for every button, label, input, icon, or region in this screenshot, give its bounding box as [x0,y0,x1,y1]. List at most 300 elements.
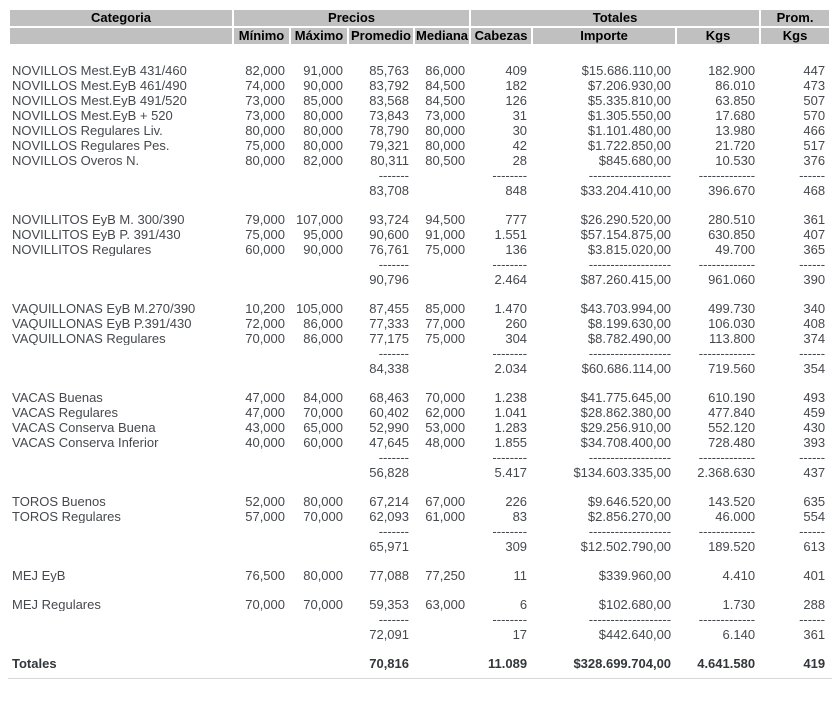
cell-promedio: 90,796 [369,273,409,286]
cell-minimo: 60,000 [245,243,285,256]
cell-kgs: 143.520 [708,495,756,508]
cell-prom-kgs: 635 [803,495,826,508]
table-row [10,406,829,419]
table-row [10,421,829,434]
spacer-row [10,481,829,493]
cell-promedio: 79,321 [369,139,409,152]
cell-maximo [291,466,347,479]
cell-maximo: 105,000 [296,302,343,315]
cell-cabezas: 6 [519,598,528,611]
cell-mediana: 67,000 [425,495,466,508]
cell-maximo: 70,000 [303,406,343,419]
cell-promedio: 72,091 [369,628,409,641]
cell-kgs: 86.010 [715,79,756,92]
cell-kgs: 189.520 [708,540,756,553]
cell-maximo: 70,000 [303,510,343,523]
header-prom-group: Prom. [761,10,829,26]
cell-maximo [291,362,347,375]
cell-cabezas: 409 [505,64,528,77]
cell-minimo: 72,000 [245,317,285,330]
cell-prom-kgs: 466 [803,124,826,137]
cell-importe: $8.782.490,00 [587,332,672,345]
cell-categoria [10,184,232,197]
cell-kgs: 46.000 [715,510,756,523]
cell-maximo: 86,000 [303,317,343,330]
cell-promedio: 83,792 [369,79,409,92]
cell-kgs: 182.900 [708,64,756,77]
cell-mediana: 80,500 [425,154,466,167]
cell-kgs: 113.800 [709,332,756,345]
table-row [10,332,829,345]
cell-kgs: 280.510 [708,213,756,226]
dash-row [10,169,829,182]
cell-importe: $43.703.994,00 [580,302,672,315]
cell-minimo [234,362,289,375]
cell-prom-kgs: 507 [803,94,826,107]
cell-kgs: 477.840 [708,406,756,419]
table-row [10,317,829,330]
cell-maximo [291,169,347,182]
cell-prom-kgs: 361 [803,213,826,226]
cell-prom-kgs: 376 [803,154,826,167]
cell-promedio: 85,763 [369,64,409,77]
cell-promedio: 62,093 [369,510,409,523]
header-minimo: Mínimo [234,28,289,44]
cell-mediana [415,657,469,670]
header-precios-group: Precios [234,10,469,26]
table-row [10,510,829,523]
cell-mediana: 77,250 [425,569,466,582]
cell-promedio: 47,645 [369,436,409,449]
cell-categoria [10,258,232,271]
cell-promedio: 84,338 [369,362,409,375]
cell-cabezas: 11.089 [488,657,528,670]
spacer-cell [10,377,829,389]
cell-promedio: 56,828 [369,466,409,479]
cell-importe: $41.775.645,00 [580,391,672,404]
cell-cabezas: 1.041 [494,406,528,419]
cell-mediana: 73,000 [425,109,466,122]
spacer-cell [10,46,829,62]
cell-mediana: 62,000 [425,406,466,419]
cell-minimo [234,540,289,553]
cell-minimo: 47,000 [245,406,285,419]
cell-cabezas: 1.283 [494,421,528,434]
cell-maximo: 84,000 [303,391,343,404]
cell-importe: $102.680,00 [598,598,672,611]
cell-cabezas: 226 [505,495,528,508]
cell-mediana: 84,500 [425,79,466,92]
cell-mediana: 80,000 [425,124,466,137]
cell-categoria: NOVILLITOS EyB P. 391/430 [12,228,181,241]
cell-kgs: 49.700 [715,243,756,256]
spacer-row [10,199,829,211]
cell-importe: $12.502.790,00 [580,540,672,553]
cell-promedio: 83,568 [369,94,409,107]
cell-mediana: 91,000 [425,228,466,241]
spacer-row [10,643,829,655]
cell-importe: $845.680,00 [598,154,672,167]
cell-mediana [415,258,469,271]
cell-categoria [10,466,232,479]
cell-cabezas: 777 [505,213,528,226]
header-importe: Importe [533,28,675,44]
cell-categoria: VAQUILLONAS EyB M.270/390 [12,302,196,315]
cell-cabezas: 126 [505,94,528,107]
cell-mediana [415,184,469,197]
cell-cabezas: 42 [512,139,528,152]
spacer-row [10,584,829,596]
cell-promedio: 59,353 [369,598,409,611]
cell-maximo: 80,000 [303,569,343,582]
table-row [10,569,829,582]
cell-importe: $8.199.630,00 [587,317,672,330]
cell-mediana [415,628,469,641]
cell-importe: $339.960,00 [598,569,672,582]
cell-cabezas: 182 [505,79,528,92]
cell-minimo: 73,000 [245,109,285,122]
cell-minimo [234,613,289,626]
cell-cabezas: -------- [492,347,528,360]
cell-categoria: NOVILLOS Regulares Pes. [12,139,170,152]
cell-maximo [291,540,347,553]
cell-categoria [10,451,232,464]
cell-maximo [291,347,347,360]
cell-kgs: 552.120 [708,421,756,434]
cell-kgs: 396.670 [708,184,756,197]
market-report-table [8,8,831,672]
cell-maximo: 70,000 [303,598,343,611]
cell-cabezas: -------- [492,525,528,538]
cell-promedio: 90,600 [369,228,409,241]
spacer-row [10,46,829,62]
cell-maximo: 80,000 [303,495,343,508]
header-mediana: Mediana [416,28,469,43]
cell-kgs: 106.030 [708,317,756,330]
table-row [10,243,829,256]
cell-prom-kgs: 517 [803,139,826,152]
cell-cabezas: 2.034 [494,362,528,375]
table-row [10,302,829,315]
cell-minimo: 80,000 [245,124,285,137]
cell-cabezas: -------- [492,451,528,464]
cell-categoria [10,273,232,286]
bottom-divider [8,678,832,679]
cell-cabezas: 31 [512,109,528,122]
cell-minimo: 43,000 [245,421,285,434]
cell-categoria: VACAS Conserva Buena [12,421,156,434]
cell-prom-kgs: 407 [803,228,826,241]
cell-kgs: ------------- [698,347,756,360]
cell-kgs: 17.680 [715,109,756,122]
cell-categoria: NOVILLOS Mest.EyB 461/490 [12,79,187,92]
cell-kgs: ------------- [698,451,756,464]
cell-promedio: 93,724 [369,213,409,226]
cell-prom-kgs: 468 [803,184,826,197]
cell-importe: $1.305.550,00 [587,109,672,122]
cell-kgs: 728.480 [708,436,756,449]
cell-cabezas: 304 [505,332,528,345]
cell-promedio: ------- [378,347,409,360]
cell-maximo: 90,000 [303,79,343,92]
table-row [10,109,829,122]
cell-mediana [415,525,469,538]
cell-promedio: ------- [378,169,409,182]
cell-promedio: 78,790 [369,124,409,137]
cell-categoria: Totales [12,657,57,670]
cell-prom-kgs: 374 [803,332,826,345]
spacer-cell [10,481,829,493]
cell-categoria: NOVILLOS Overos N. [12,154,140,167]
cell-prom-kgs: 459 [803,406,826,419]
cell-importe: $3.815.020,00 [587,243,672,256]
cell-kgs: 610.190 [708,391,756,404]
cell-importe: ------------------- [588,525,672,538]
header-categoria: Categoria [10,10,232,26]
header-prom-kgs: Kgs [761,28,829,44]
cell-categoria: NOVILLOS Mest.EyB 491/520 [12,94,187,107]
cell-kgs: 630.850 [708,228,756,241]
header-totales-group: Totales [471,10,759,26]
cell-categoria [10,169,232,182]
cell-promedio: 83,708 [369,184,409,197]
cell-prom-kgs: 390 [803,273,826,286]
cell-minimo [234,169,289,182]
cell-prom-kgs: 408 [803,317,826,330]
table-header [10,10,829,44]
totals-row [10,657,829,670]
cell-categoria: NOVILLITOS EyB M. 300/390 [12,213,185,226]
cell-cabezas: 28 [512,154,528,167]
cell-importe: $7.206.930,00 [587,79,672,92]
dash-row [10,613,829,626]
cell-mediana: 70,000 [425,391,466,404]
cell-minimo: 57,000 [245,510,285,523]
cell-minimo [234,347,289,360]
spacer-cell [10,643,829,655]
table-row [10,139,829,152]
cell-mediana [415,169,469,182]
cell-maximo [291,657,347,670]
cell-categoria: VACAS Conserva Inferior [12,436,159,449]
cell-maximo: 86,000 [303,332,343,345]
cell-maximo: 85,000 [303,94,343,107]
cell-promedio: ------- [378,258,409,271]
cell-prom-kgs: 354 [803,362,826,375]
table-row [10,154,829,167]
cell-cabezas: -------- [492,258,528,271]
cell-importe: $87.260.415,00 [580,273,672,286]
cell-maximo [291,613,347,626]
spacer-row [10,555,829,567]
cell-prom-kgs: ------ [799,169,826,182]
cell-mediana: 86,000 [425,64,466,77]
cell-kgs: 13.980 [715,124,756,137]
cell-minimo [234,628,289,641]
cell-maximo: 65,000 [303,421,343,434]
cell-maximo: 80,000 [303,139,343,152]
subtotal-row [10,273,829,286]
cell-cabezas: 11 [513,569,528,582]
cell-minimo: 75,000 [245,139,285,152]
cell-minimo: 79,000 [245,213,285,226]
cell-prom-kgs: ------ [799,613,826,626]
cell-categoria: NOVILLOS Mest.EyB + 520 [12,109,173,122]
cell-mediana: 75,000 [425,332,466,345]
cell-cabezas: 1.551 [494,228,528,241]
header-sub-row [10,28,829,44]
cell-promedio: 60,402 [369,406,409,419]
cell-minimo: 73,000 [245,94,285,107]
cell-categoria [10,362,232,375]
cell-minimo [234,466,289,479]
subtotal-row [10,184,829,197]
cell-mediana: 48,000 [425,436,466,449]
cell-importe: $33.204.410,00 [580,184,672,197]
cell-importe: $328.699.704,00 [573,657,672,670]
cell-minimo [234,657,289,670]
cell-prom-kgs: 473 [803,79,826,92]
cell-prom-kgs: 447 [803,64,826,77]
cell-kgs: 63.850 [715,94,756,107]
cell-categoria: VAQUILLONAS EyB P.391/430 [12,317,192,330]
cell-prom-kgs: 613 [803,540,826,553]
cell-mediana: 75,000 [425,243,466,256]
cell-kgs: 499.730 [708,302,756,315]
cell-promedio: 80,311 [370,154,409,167]
cell-mediana: 80,000 [425,139,466,152]
dash-row [10,525,829,538]
cell-maximo [291,628,347,641]
cell-mediana [415,540,469,553]
cell-categoria: TOROS Regulares [12,510,121,523]
cell-prom-kgs: 419 [803,657,826,670]
cell-cabezas: 30 [512,124,528,137]
cell-maximo: 107,000 [296,213,343,226]
cell-minimo: 40,000 [245,436,285,449]
spacer-cell [10,584,829,596]
cell-kgs: ------------- [698,169,756,182]
cell-importe: $442.640,00 [598,628,672,641]
spacer-cell [10,555,829,567]
cell-kgs: ------------- [698,613,756,626]
cell-importe: $34.708.400,00 [580,436,672,449]
cell-kgs: 961.060 [708,273,756,286]
cell-cabezas: -------- [492,613,528,626]
cell-categoria [10,628,232,641]
cell-prom-kgs: 437 [803,466,826,479]
cell-minimo [234,273,289,286]
dash-row [10,451,829,464]
cell-mediana: 61,000 [425,510,466,523]
cell-importe: ------------------- [588,258,672,271]
cell-mediana: 84,500 [425,94,466,107]
spacer-row [10,288,829,300]
cell-importe: ------------------- [588,169,672,182]
cell-importe: ------------------- [588,347,672,360]
cell-prom-kgs: ------ [799,451,826,464]
header-kgs: Kgs [677,28,759,44]
cell-importe: $60.686.114,00 [581,362,672,375]
cell-cabezas: 1.470 [494,302,528,315]
cell-prom-kgs: 554 [803,510,826,523]
table-row [10,391,829,404]
cell-importe: $1.101.480,00 [587,124,672,137]
cell-maximo: 60,000 [303,436,343,449]
cell-importe: $1.722.850,00 [587,139,672,152]
cell-prom-kgs: 401 [803,569,826,582]
cell-mediana: 63,000 [425,598,466,611]
cell-minimo: 70,000 [245,598,285,611]
subtotal-row [10,540,829,553]
cell-importe: $15.686.110,00 [581,64,672,77]
cell-categoria: NOVILLOS Regulares Liv. [12,124,163,137]
cell-maximo [291,184,347,197]
cell-maximo: 91,000 [303,64,343,77]
cell-promedio: 68,463 [369,391,409,404]
cell-cabezas: 17 [512,628,528,641]
cell-promedio: 76,761 [369,243,409,256]
cell-prom-kgs: 361 [803,628,826,641]
cell-importe: $57.154.875,00 [580,228,672,241]
table-row [10,79,829,92]
cell-importe: ------------------- [588,451,672,464]
cell-promedio: 77,333 [369,317,409,330]
cell-maximo [291,273,347,286]
cell-kgs: 10.530 [715,154,756,167]
cell-maximo [291,258,347,271]
table-body [10,46,829,670]
cell-minimo [234,451,289,464]
cell-prom-kgs: 570 [803,109,826,122]
cell-maximo [291,525,347,538]
cell-cabezas: 848 [505,184,528,197]
cell-categoria [10,613,232,626]
header-categoria-blank [10,28,232,44]
cell-importe: $26.290.520,00 [580,213,672,226]
header-promedio: Promedio [349,28,413,44]
cell-kgs: 1.730 [722,598,756,611]
cell-minimo: 75,000 [245,228,285,241]
cell-kgs: 6.140 [722,628,756,641]
cell-kgs: 21.720 [715,139,756,152]
cell-prom-kgs: 393 [803,436,826,449]
cell-maximo: 80,000 [303,124,343,137]
dash-row [10,258,829,271]
cell-minimo: 82,000 [245,64,285,77]
table-row [10,94,829,107]
dash-row [10,347,829,360]
table-row [10,213,829,226]
cell-promedio: 77,088 [369,569,409,582]
cell-maximo: 82,000 [303,154,343,167]
cell-categoria: NOVILLITOS Regulares [12,243,152,256]
cell-promedio: 67,214 [369,495,409,508]
cell-minimo [234,525,289,538]
cell-minimo: 74,000 [245,79,285,92]
subtotal-row [10,362,829,375]
table-row [10,436,829,449]
cell-importe: $134.603.335,00 [573,466,672,479]
cell-prom-kgs: ------ [799,525,826,538]
cell-mediana: 85,000 [425,302,466,315]
cell-minimo: 47,000 [245,391,285,404]
cell-minimo: 52,000 [245,495,285,508]
cell-maximo [291,451,347,464]
header-group-row [10,10,829,26]
cell-cabezas: 260 [505,317,528,330]
table-row [10,228,829,241]
